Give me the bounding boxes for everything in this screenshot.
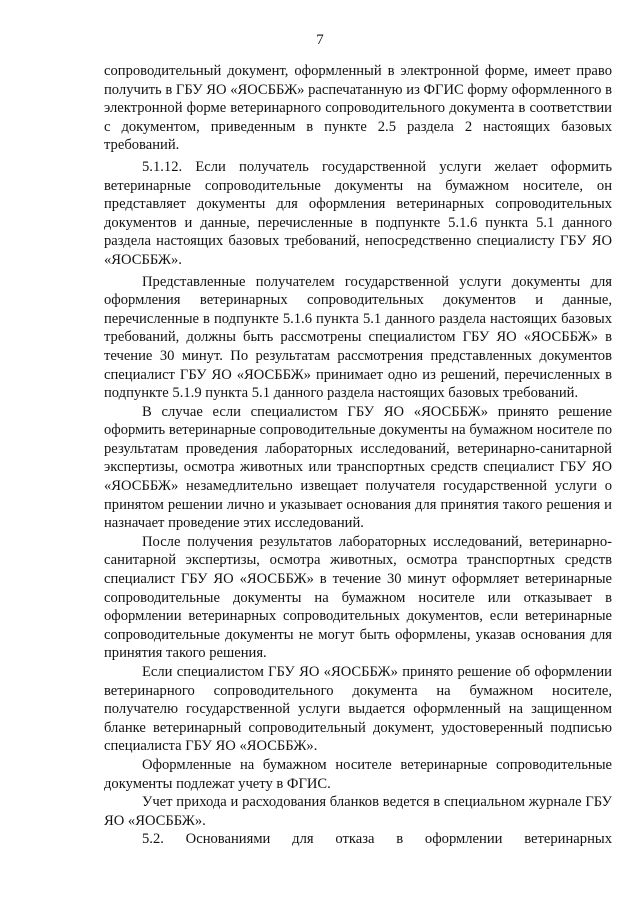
- paragraph-5-1-12: 5.1.12. Если получатель государственной услуги желает оформить ветеринарные сопроводительные документы на бумажном носителе, он представляет документы для оформления ветеринарных сопроводительных документов и данные, перечисленные в подпункте 5.1.6 пункта 5.1 данного раздела настоящих базовых требований, непосредственно специалисту ГБУ ЯО «ЯОСББЖ».: [104, 158, 612, 268]
- paragraph-fgis-accounting: Оформленные на бумажном носителе ветеринарные сопроводительные документы подлежат учету в ФГИС.: [104, 756, 612, 792]
- paragraph-5-2-start: 5.2. Основаниями для отказа в оформлении ветеринарных: [142, 831, 612, 848]
- paragraph-lab-research-decision: В случае если специалистом ГБУ ЯО «ЯОСББЖ» принято решение оформить ветеринарные сопроводительные документы на бумажном носителе по результатам проведения лабораторных исследований, ветеринарно-санитарной экспертизы, осмотра животных или транспортных средств специалист ГБУ ЯО «ЯОСББЖ» незамедлительно извещает получателя государственной услуги о принятом решении лично и указывает основания для принятия такого решения и назначает проведение этих исследований.: [104, 403, 612, 532]
- paragraph-after-results: После получения результатов лабораторных исследований, ветеринарно-санитарной экспертизы, осмотра животных, осмотра транспортных средств специалист ГБУ ЯО «ЯОСББЖ» в течение 30 минут оформляет ветеринарные сопроводительные документы на бумажном носителе или отказывает в оформлении ветеринарных сопроводительных документов, если ветеринарные сопроводительные документы не могут быть оформлены, указав основания для принятия такого решения.: [104, 533, 612, 662]
- document-body: [104, 62, 612, 849]
- paragraph-blank-journal: Учет прихода и расходования бланков ведется в специальном журнале ГБУ ЯО «ЯОСББЖ».: [104, 794, 612, 829]
- paragraph-review-period: Представленные получателем государственной услуги документы для оформления ветеринарных сопроводительных документов и данные, перечисленные в подпункте 5.1.6 пункта 5.1 данного раздела настоящих базовых требований, должны быть рассмотрены специалистом ГБУ ЯО «ЯОСББЖ» в течение 30 минут. По результатам рассмотрения представленных документов специалист ГБУ ЯО «ЯОСББЖ» принимает одно из решений, перечисленных в подпункте 5.1.9 пункта 5.1 данного раздела настоящих базовых требований.: [104, 273, 612, 402]
- paragraph-paper-document-issue: Если специалистом ГБУ ЯО «ЯОСББЖ» принято решение об оформлении ветеринарного сопроводительного документа на бумажном носителе, получателю государственной услуги выдается оформленный на защищенном бланке ветеринарный сопроводительный документ, удостоверенный подписью специалиста ГБУ ЯО «ЯОСББЖ».: [104, 664, 612, 755]
- page-number: 7: [316, 32, 324, 48]
- paragraph-continuation: сопроводительный документ, оформленный в электронной форме, имеет право получить в ГБУ ЯО «ЯОСББЖ» распечатанную из ФГИС форму оформленного в электронной форме ветеринарного сопроводительного документа в соответствии с документом, приведенным в пункте 2.5 раздела 2 настоящих базовых требований.: [104, 63, 612, 154]
